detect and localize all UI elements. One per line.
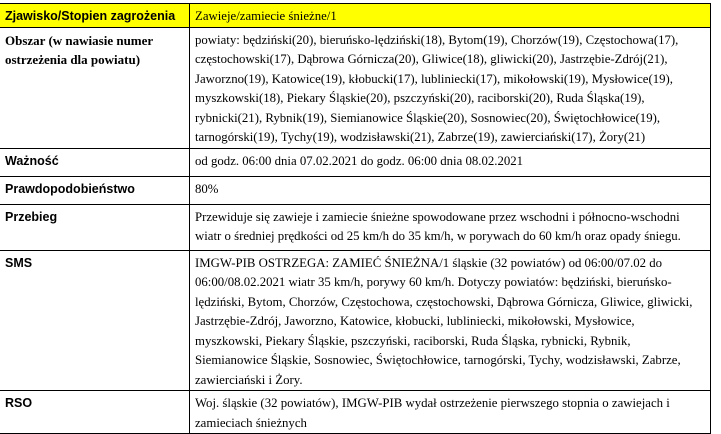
phenomenon-label: Zjawisko/Stopien zagrożenia — [0, 4, 190, 28]
sms-value: IMGW-PIB OSTRZEGA: ZAMIEĆ ŚNIEŻNA/1 śląskie (32 powiatów) od 06:00/07.02 do 06:00/08.02.2021 wiatr 35 km/h, porywy 60 km/h. Dotyczy powiatów: będziński, bieruńsko-lędziński, Bytom, Chorzów, Częstochowa, częstochowski, Dąbrowa Górnicza, Gliwice, gliwicki, Jastrzębie-Zdrój, Jaworzno, Katowice, kłobucki, lubliniecki, mikołowski, Mysłowice, myszkowski, Piekary Śląskie, pszczyński, raciborski, Ruda Śląska, rybnicki, Rybnik, Siemianowice Śląskie, Sosnowiec, Świętochłowice, tarnogórski, Tychy, wodzisławski, Zabrze, zawierciański i Żory. — [190, 250, 711, 391]
area-value: powiaty: będziński(20), bieruńsko-lędziński(18), Bytom(19), Chorzów(19), Częstochowa(17), częstochowski(17), Dąbrowa Górnicza(20), Gliwice(18), gliwicki(20), Jastrzębie-Zdrój(21), Jaworzno(19), Katowice(19), kłobucki(17), lubliniecki(17), mikołowski(19), Mysłowice(19), myszkowski(18), Piekary Śląskie(20), pszczyński(20), raciborski(20), Ruda Śląska(19), rybnicki(21), Rybnik(19), Siemianowice Śląskie(20), Sosnowiec(20), Świętochłowice(19), tarnogórski(19), Tychy(19), wodzisławski(21), Zabrze(19), zawierciański(17), Żory(21) — [190, 27, 711, 148]
row-sms — [0, 250, 711, 391]
row-rso — [0, 391, 711, 434]
row-probability — [0, 176, 711, 204]
validity-label: Ważność — [0, 148, 190, 176]
sms-label: SMS — [0, 250, 190, 391]
phenomenon-value: Zawieje/zamiecie śnieżne/1 — [190, 4, 711, 28]
row-course — [0, 204, 711, 250]
rso-value: Woj. śląskie (32 powiatów), IMGW-PIB wydał ostrzeżenie pierwszego stopnia o zawiejach i zamieciach śnieżnych — [190, 391, 711, 434]
area-label: Obszar (w nawiasie numer ostrzeżenia dla powiatu) — [0, 27, 190, 148]
row-phenomenon — [0, 4, 711, 28]
row-validity — [0, 148, 711, 176]
warning-table — [0, 3, 711, 434]
validity-value: od godz. 06:00 dnia 07.02.2021 do godz. 06:00 dnia 08.02.2021 — [190, 148, 711, 176]
row-area — [0, 27, 711, 148]
probability-label: Prawdopodobieństwo — [0, 176, 190, 204]
rso-label: RSO — [0, 391, 190, 434]
course-label: Przebieg — [0, 204, 190, 250]
probability-value: 80% — [190, 176, 711, 204]
course-value: Przewiduje się zawieje i zamiecie śnieżne spowodowane przez wschodni i północno-wschodni wiatr o średniej prędkości od 25 km/h do 35 km/h, w porywach do 60 km/h oraz opady śniegu. — [190, 204, 711, 250]
